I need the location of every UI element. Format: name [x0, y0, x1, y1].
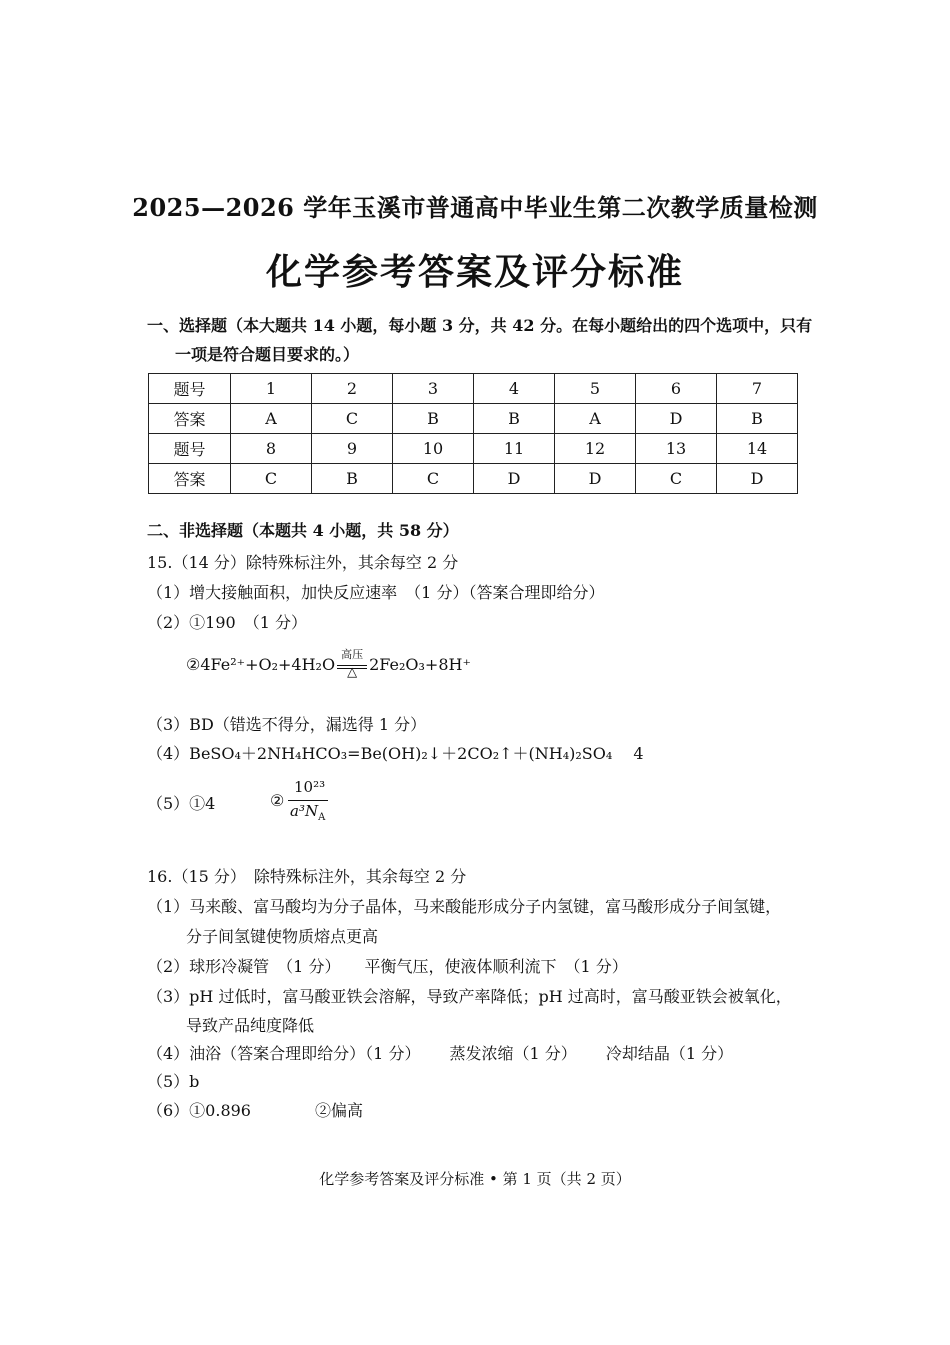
q15-answer-4: （4）BeSO₄＋2NH₄HCO₃=Be(OH)₂↓＋2CO₂↑＋(NH₄)₂SO₄ 4 [147, 744, 644, 763]
row-label-answer: 答案 [149, 464, 231, 494]
answer-cell: D [474, 464, 555, 494]
q16-heading: 16.（15 分） 除特殊标注外，其余每空 2 分 [147, 867, 467, 886]
section2-heading: 二、非选择题（本题共 4 小题，共 58 分） [147, 521, 459, 540]
q15-answer-5: （5）①4 [147, 794, 216, 813]
q15-answer-5-second-prefix: ② [270, 791, 285, 810]
question-number: 8 [231, 434, 312, 464]
table-row [149, 374, 798, 404]
question-number: 6 [636, 374, 717, 404]
answer-cell: B [474, 404, 555, 434]
section1-heading-continued: 一项是符合题目要求的。） [175, 345, 360, 364]
answer-cell: B [717, 404, 798, 434]
answer-cell: A [555, 404, 636, 434]
row-label-number: 题号 [149, 434, 231, 464]
document-subtitle: 化学参考答案及评分标准 [265, 251, 684, 293]
answer-cell: D [717, 464, 798, 494]
equation-prefix: ② [186, 655, 201, 674]
q16-answer-1-line-2: 分子间氢键使物质熔点更高 [186, 927, 379, 946]
section1-heading: 一、选择题（本大题共 14 小题，每小题 3 分，共 42 分。在每小题给出的四个选项中，只有 [147, 316, 813, 335]
answer-cell: C [393, 464, 474, 494]
q15-answer-2: （2）①190 （1 分） [147, 613, 307, 632]
question-number: 7 [717, 374, 798, 404]
answer-cell: D [636, 404, 717, 434]
fraction-bar [288, 800, 328, 801]
answer-cell: C [312, 404, 393, 434]
exam-title: 2025—2026 学年玉溪市普通高中毕业生第二次教学质量检测 [132, 193, 818, 222]
answer-cell: A [231, 404, 312, 434]
table-row [149, 404, 798, 434]
question-number: 12 [555, 434, 636, 464]
answer-cell: B [393, 404, 474, 434]
equation-left-side: 4Fe²⁺+O₂+4H₂O [200, 655, 336, 674]
table-row [149, 434, 798, 464]
q16-answer-5: （5）b [147, 1072, 200, 1091]
q16-answer-3-line-2: 导致产品纯度降低 [186, 1016, 315, 1035]
q15-equation [186, 648, 471, 688]
row-label-number: 题号 [149, 374, 231, 404]
reaction-condition-sign [335, 648, 369, 678]
q16-answer-2: （2）球形冷凝管 （1 分） 平衡气压，使液体顺利流下 （1 分） [147, 957, 628, 976]
question-number: 1 [231, 374, 312, 404]
answer-table [148, 373, 798, 494]
q16-answer-1-line-1: （1）马来酸、富马酸均为分子晶体，马来酸能形成分子内氢键，富马酸形成分子间氢键， [147, 897, 782, 916]
q16-answer-3-line-1: （3）pH 过低时，富马酸亚铁会溶解，导致产率降低；pH 过高时，富马酸亚铁会被氧化， [147, 987, 792, 1006]
row-label-answer: 答案 [149, 404, 231, 434]
question-number: 3 [393, 374, 474, 404]
answer-cell: D [555, 464, 636, 494]
question-number: 5 [555, 374, 636, 404]
q15-answer-3: （3）BD（错选不得分，漏选得 1 分） [147, 715, 427, 734]
condition-bottom: △ [347, 665, 358, 680]
question-number: 4 [474, 374, 555, 404]
q16-answer-4: （4）油浴（答案合理即给分）（1 分） 蒸发浓缩（1 分） 冷却结晶（1 分） [147, 1044, 734, 1063]
fraction-numerator: 10²³ [294, 778, 326, 796]
question-number: 13 [636, 434, 717, 464]
answer-cell: B [312, 464, 393, 494]
q15-heading: 15.（14 分）除特殊标注外，其余每空 2 分 [147, 553, 459, 572]
condition-top: 高压 [341, 648, 364, 661]
question-number: 11 [474, 434, 555, 464]
question-number: 2 [312, 374, 393, 404]
answer-cell: C [231, 464, 312, 494]
q15-answer-1: （1）增大接触面积，加快反应速率 （1 分）（答案合理即给分） [147, 583, 605, 602]
question-number: 9 [312, 434, 393, 464]
page-footer: 化学参考答案及评分标准 • 第 1 页（共 2 页） [319, 1170, 631, 1188]
table-row [149, 464, 798, 494]
question-number: 10 [393, 434, 474, 464]
equation-right-side: 2Fe₂O₃+8H⁺ [369, 655, 471, 674]
section1-instructions [147, 311, 827, 369]
question-number: 14 [717, 434, 798, 464]
answer-cell: C [636, 464, 717, 494]
fraction-denominator: $a^3N_A$ [290, 802, 326, 823]
q16-answer-6: （6）①0.896 ②偏高 [147, 1101, 363, 1120]
